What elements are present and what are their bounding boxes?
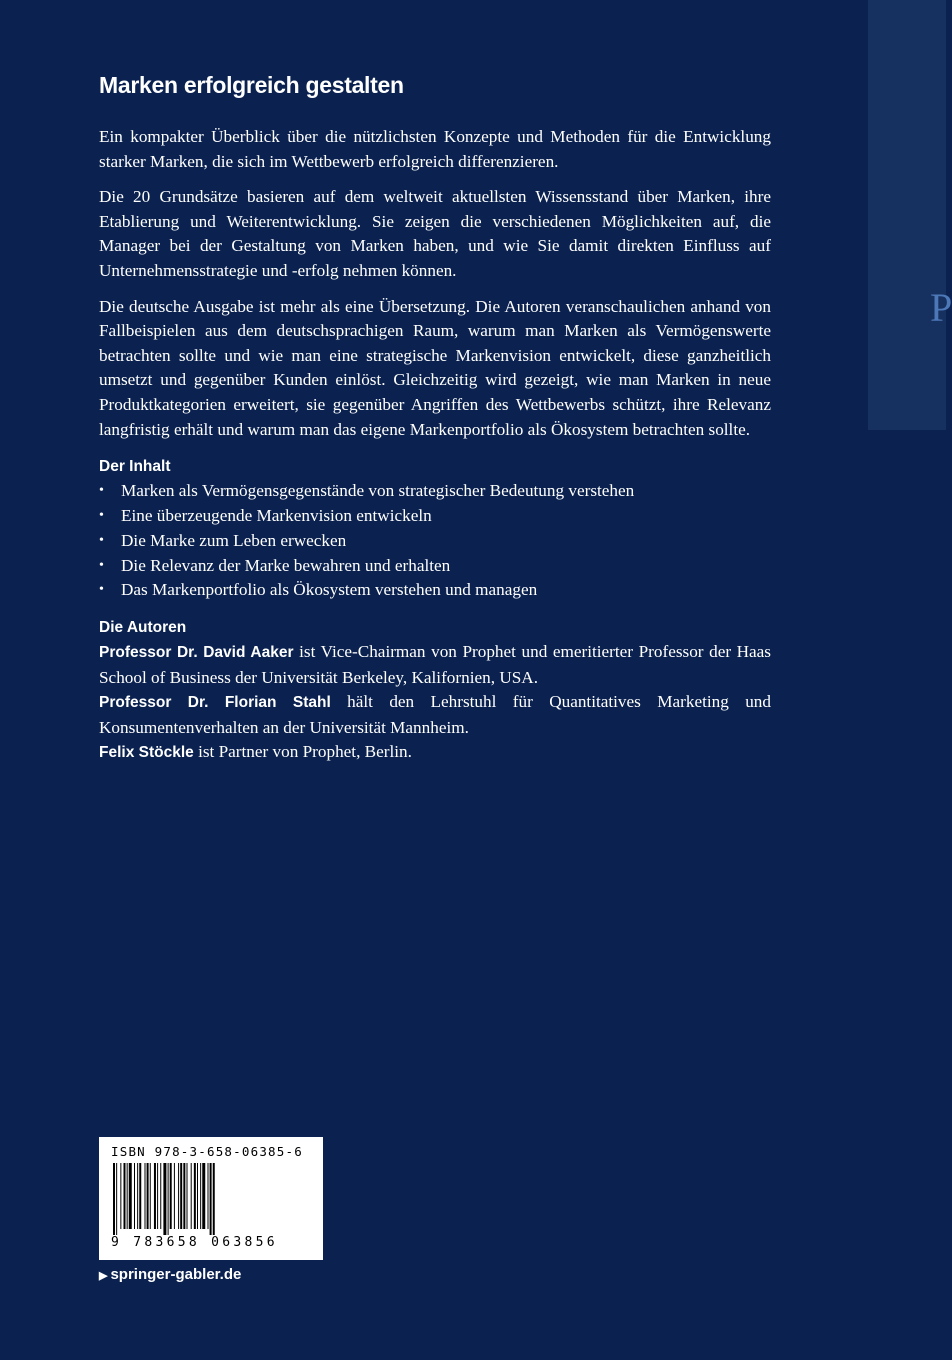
barcode-bar [210,1163,212,1235]
list-item: • Die Marke zum Leben erwecken [99,529,771,554]
barcode-bar [145,1163,146,1229]
arrow-right-icon: ▶ [99,1270,108,1282]
barcode-bar [147,1163,149,1229]
barcode-bar [183,1163,185,1229]
author-name: Professor Dr. Florian Stahl [99,694,331,712]
barcode-bar [134,1163,135,1229]
barcode-bar [191,1163,192,1229]
barcode-bar [163,1163,166,1235]
barcode-bar [187,1163,188,1229]
barcode-bar [160,1163,161,1229]
barcode-bar [154,1163,156,1229]
barcode-bar [139,1163,141,1229]
isbn-label: ISBN 978-3-658-06385-6 [111,1144,303,1159]
back-cover-content [99,72,771,766]
author-bio: ist Partner von Prophet, Berlin. [193,742,412,762]
barcode-bar [124,1163,126,1229]
barcode-bar [150,1163,151,1229]
author-entry-stahl [99,690,771,740]
spine-letter: P [930,285,952,330]
list-item: • Die Relevanz der Marke bewahren und erhalten [99,554,771,579]
barcode-bar [213,1163,215,1235]
list-item: • Marken als Vermögensgegenstände von strategischer Bedeutung verstehen [99,479,771,504]
publisher-link-text: springer-gabler.de [110,1266,242,1283]
barcode-bar [197,1163,198,1229]
isbn-barcode [99,1137,323,1260]
publisher-link[interactable] [99,1266,241,1283]
intro-paragraph-1: Ein kompakter Überblick über die nützlichsten Konzepte und Methoden für die Entwicklung starker Marken, die sich im Wettbewerb erfolgreich differenzieren. [99,127,771,171]
barcode-bar [200,1163,201,1229]
barcode-bar [137,1163,138,1229]
barcode-bar [194,1163,196,1229]
barcode-bar [127,1163,128,1229]
author-entry-stoeckle [99,740,771,766]
author-name: Felix Stöckle [99,744,194,762]
barcode-bar [168,1163,169,1235]
book-title: Marken erfolgreich gestalten [99,72,404,98]
list-item: • Eine überzeugende Markenvision entwickeln [99,504,771,529]
author-name: Professor Dr. David Aaker [99,644,294,662]
side-panel [868,0,946,430]
barcode-bar [174,1163,175,1229]
barcode-bars [109,1163,313,1235]
barcode-bar [180,1163,182,1229]
contents-list [99,479,771,603]
author-bio: hält den Lehrstuhl für Quantitatives Marketing und Konsumentenverhalten an der Universität Mannheim. [99,692,771,737]
barcode-bar [202,1163,205,1229]
authors-heading: Die Autoren [99,619,187,637]
contents-heading: Der Inhalt [99,458,171,476]
barcode-bar [129,1163,132,1229]
intro-paragraph-2: Die 20 Grundsätze basieren auf dem weltweit aktuellsten Wissensstand über Marken, ihre Etablierung und Weiterentwicklung. Sie zeigen die verschiedenen Möglichkeiten auf, die Manager bei der Gestaltung von Marken haben, und wie Sie damit direkten Einfluss auf Unternehmensstrategie und -erfolg nehmen können. [99,187,771,280]
barcode-bar [116,1163,117,1235]
intro-paragraph-3: Die deutsche Ausgabe ist mehr als eine Übersetzung. Die Autoren veranschaulichen anhand von Fallbeispielen aus dem deutschsprachigen Raum, warum man Marken als Vermögenswerte betrachten sollte und wie man eine strategische Markenvision entwickelt, diese ganzheitlich umsetzt und gegenüber Kunden einlöst. Gleichzeitig wird gezeigt, wie man Marken in neue Produktkategorien erweitert, sie gegenüber Angriffen des Wettbewerbs schützt, ihre Relevanz langfristig erhält und warum man das eigene Markenportfolio als Ökosystem betrachten sollte. [99,296,771,439]
barcode-bar [113,1163,115,1235]
list-item: • Das Markenportfolio als Ökosystem verstehen und managen [99,578,771,603]
barcode-bar [157,1163,158,1229]
barcode-bar [170,1163,172,1229]
author-entry-aaker [99,640,771,690]
barcode-bar [208,1163,209,1229]
barcode-digits: 9 783658 063856 [111,1235,278,1250]
author-bio: ist Vice-Chairman von Prophet und emeritierter Professor der Haas School of Business der Universität Berkeley, Kalifornien, USA. [99,642,771,687]
barcode-bar [120,1163,121,1229]
barcode-bar [178,1163,179,1229]
